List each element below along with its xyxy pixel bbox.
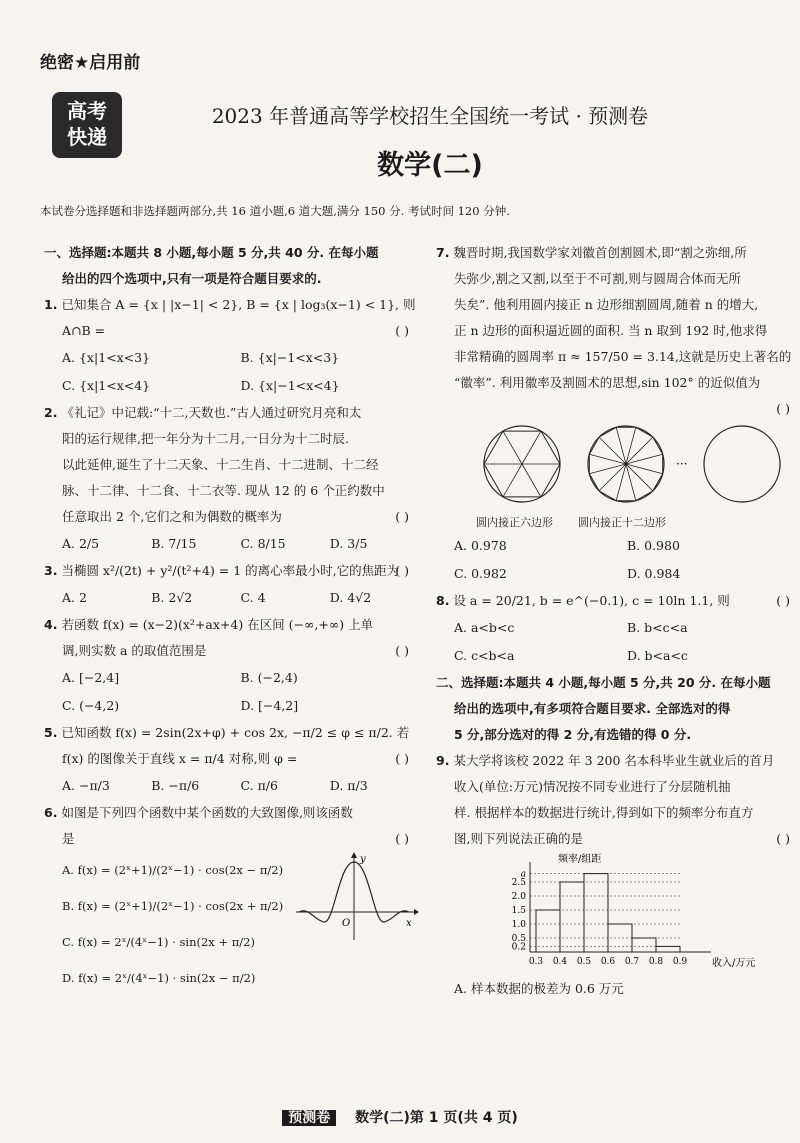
answer-paren: ( ) (395, 751, 409, 766)
spoke-line (626, 427, 636, 464)
question-6-body (44, 852, 419, 1002)
question-3 (44, 558, 419, 584)
question-text: 图,则下列说法正确的是 (454, 831, 583, 846)
histogram-bar (560, 882, 584, 952)
question-text: f(x) 的图像关于直线 x = π/4 对称,则 φ = (62, 751, 298, 766)
y-tick-label: 1.0 (511, 920, 526, 930)
spoke-line (626, 437, 653, 464)
x-label: x (406, 918, 412, 929)
question-9-option-a: A. 样本数据的极差为 0.6 万元 (454, 981, 624, 996)
option-b: B. b<c<a (627, 620, 688, 635)
x-tick-label: 0.8 (648, 957, 664, 967)
option-b: B. {x|−1<x<3} (240, 350, 340, 365)
question-text: A∩B = (62, 323, 106, 338)
question-7-options (436, 532, 800, 588)
exam-subject: 数学(二) (377, 150, 483, 181)
question-2-last-line (44, 504, 419, 530)
option-a: A. 0.978 (454, 538, 507, 553)
question-6-line2 (44, 826, 419, 852)
section2-heading-2: 给出的选项中,有多项符合题目要求. 全部选对的得 (454, 701, 731, 716)
question-1 (44, 292, 419, 318)
answer-paren: ( ) (395, 509, 409, 524)
question-text: 已知函数 f(x) = 2sin(2x+φ) + cos 2x, −π/2 ≤ φ ≤ π/2. 若 (61, 725, 410, 740)
option-c: C. π/6 (240, 778, 278, 793)
option-c: C. 0.982 (454, 566, 507, 581)
exam-title: 2023 年普通高等学校招生全国统一考试 · 预测卷 (211, 104, 649, 128)
x-tick-label: 0.6 (600, 957, 616, 967)
question-text: 失矣”. 他利用圆内接正 n 边形细割圆周,随着 n 的增大, (454, 297, 759, 312)
question-number: 4. (44, 617, 58, 632)
caption-hexagon: 圆内接正六边形 (476, 516, 553, 529)
question-number: 1. (44, 297, 58, 312)
option-b: B. 7/15 (151, 536, 197, 551)
option-a: A. 2/5 (62, 536, 100, 551)
origin-label: O (342, 918, 351, 929)
spoke-line (503, 431, 522, 464)
x-tick-label: 0.9 (672, 957, 688, 967)
badge-line-1: 高考 (67, 99, 107, 123)
question-7 (436, 240, 800, 266)
option-a: A. f(x) = (2ˣ+1)/(2ˣ−1) · cos(2x − π/2) (62, 863, 284, 877)
spoke-line (616, 427, 626, 464)
histogram-x-label: 收入/万元 (712, 958, 756, 969)
caption-dodecagon: 圆内接正十二边形 (578, 516, 666, 529)
question-number: 9. (436, 753, 450, 768)
question-8-options (436, 614, 800, 670)
question-text: 《礼记》中记载:“十二,天数也.”古人通过研究月亮和太 (61, 405, 362, 420)
option-c: C. (−4,2) (62, 698, 120, 713)
question-5-options (44, 772, 419, 800)
section2-heading: 二、选择题:本题共 4 小题,每小题 5 分,共 20 分. 在每小题 (436, 675, 771, 690)
function-graph (294, 852, 419, 942)
question-9-line4 (436, 826, 800, 852)
question-5 (44, 720, 419, 746)
spoke-line (589, 464, 626, 474)
badge-line-2: 快递 (67, 125, 107, 149)
option-b: B. 0.980 (627, 538, 680, 553)
spoke-line (599, 464, 626, 491)
question-text: 阳的运行规律,把一年分为十二月,一日分为十二时辰. (62, 431, 349, 446)
option-c: C. 4 (240, 590, 266, 605)
hexagon-spokes (484, 431, 560, 497)
option-c: C. 8/15 (240, 536, 286, 551)
question-text: 收入(单位:万元)情况按不同专业进行了分层随机抽 (454, 779, 731, 794)
dodecagon-spokes (589, 427, 662, 500)
spoke-line (599, 437, 626, 464)
x-tick-label: 0.7 (624, 957, 640, 967)
y-tick-label: 1.5 (511, 906, 526, 916)
brand-badge (52, 92, 122, 158)
histogram-bar (632, 938, 656, 952)
question-text: 某大学将该校 2022 年 3 200 名本科毕业生就业后的首月 (453, 753, 775, 768)
question-text: 样. 根据样本的数据进行统计,得到如下的频率分布直方 (454, 805, 754, 820)
question-text: 是 (62, 831, 75, 846)
question-3-options (44, 584, 419, 612)
histogram-bar (656, 946, 680, 952)
option-d: D. 3/5 (329, 536, 368, 551)
question-number: 5. (44, 725, 58, 740)
footer-tag: 预测卷 (282, 1110, 336, 1126)
option-b: B. 2√2 (151, 590, 193, 605)
option-d: D. {x|−1<x<4} (240, 378, 340, 393)
question-text: 以此延伸,诞生了十二天象、十二生肖、十二进制、十二经 (62, 457, 379, 472)
section1-heading-2: 给出的四个选项中,只有一项是符合题目要求的. (62, 271, 322, 286)
spoke-line (503, 464, 522, 497)
histogram-axes (530, 862, 711, 952)
histogram-x-ticks (529, 957, 688, 967)
option-b: B. f(x) = (2ˣ+1)/(2ˣ−1) · cos(2x + π/2) (62, 899, 284, 913)
histogram-bar (536, 910, 560, 952)
option-c: C. {x|1<x<4} (62, 378, 151, 393)
section2-heading-3: 5 分,部分选对的得 2 分,有选错的得 0 分. (454, 727, 692, 742)
option-a: A. {x|1<x<3} (62, 350, 151, 365)
y-label: y (360, 854, 366, 865)
option-d: D. 4√2 (329, 590, 372, 605)
y-tick-label: 2.0 (511, 892, 526, 902)
option-d: D. f(x) = 2ˣ/(4ˣ−1) · sin(2x − π/2) (62, 971, 256, 985)
option-d: D. b<a<c (627, 648, 688, 663)
option-b: B. (−2,4) (240, 670, 298, 685)
question-6-options (44, 852, 294, 996)
question-5-line2 (44, 746, 419, 772)
x-tick-label: 0.5 (576, 957, 592, 967)
hexagon-figure (484, 426, 560, 502)
answer-paren: ( ) (395, 831, 409, 846)
right-column (436, 240, 800, 1002)
question-number: 8. (436, 593, 450, 608)
histogram-bars (536, 874, 680, 952)
question-text: 正 n 边形的面积逼近圆的面积. 当 n 取到 192 时,他求得 (454, 323, 768, 338)
page-footer (0, 1107, 800, 1127)
question-number: 6. (44, 805, 58, 820)
question-number: 7. (436, 245, 450, 260)
spoke-line (589, 454, 626, 464)
x-axis-arrow (414, 909, 419, 915)
question-text: 设 a = 20/21, b = e^(−0.1), c = 10ln 1.1, 则 (453, 593, 730, 608)
frequency-histogram (496, 852, 776, 972)
question-2 (44, 400, 419, 426)
question-9 (436, 748, 800, 774)
question-text: 魏晋时期,我国数学家刘徽首创割圆术,即“割之弥细,所 (453, 245, 747, 260)
answer-paren: ( ) (776, 593, 790, 608)
spoke-line (626, 464, 663, 474)
question-4-line2 (44, 638, 419, 664)
spoke-line (616, 464, 626, 501)
footer-text: 数学(二)第 1 页(共 4 页) (355, 1110, 518, 1126)
question-text: 任意取出 2 个,它们之和为偶数的概率为 (62, 509, 282, 524)
spoke-line (522, 464, 541, 497)
option-a: A. −π/3 (62, 778, 110, 793)
spoke-line (626, 464, 653, 491)
option-b: B. −π/6 (151, 778, 200, 793)
option-a: A. a<b<c (454, 620, 515, 635)
question-1-line2 (44, 318, 419, 344)
question-text: 已知集合 A = {x | |x−1| < 2}, B = {x | log₃(x−1) < 1}, 则 (61, 297, 416, 312)
spoke-line (626, 464, 636, 501)
y-tick-label: 0.5 (511, 934, 526, 944)
answer-paren: ( ) (776, 831, 790, 846)
question-4-options (44, 664, 419, 720)
exam-notice: 本试卷分选择题和非选择题两部分,共 16 道小题,6 道大题,满分 150 分. 考试时间 120 分钟. (40, 204, 510, 218)
x-tick-label: 0.4 (552, 957, 568, 967)
question-text: 若函数 f(x) = (x−2)(x²+ax+4) 在区间 (−∞,+∞) 上单 (61, 617, 374, 632)
full-circle (704, 426, 780, 502)
question-text: 调,则实数 a 的取值范围是 (62, 643, 207, 658)
question-text: 非常精确的圆周率 π ≈ 157/50 = 3.14,这就是历史上著名的 (454, 349, 792, 364)
option-a: A. [−2,4] (62, 670, 120, 685)
y-tick-label: 0.2 (511, 942, 526, 953)
question-text: 如图是下列四个函数中某个函数的大致图像,则该函数 (61, 805, 353, 820)
question-number: 3. (44, 563, 58, 578)
question-8 (436, 588, 800, 614)
answer-paren: ( ) (395, 643, 409, 658)
question-number: 2. (44, 405, 58, 420)
answer-paren: ( ) (395, 563, 409, 578)
confidential-label: 绝密★启用前 (40, 53, 141, 73)
ellipsis: ··· (676, 457, 688, 471)
answer-paren: ( ) (395, 323, 409, 338)
circle-polygon-figures (436, 422, 800, 512)
histogram-bar (584, 874, 608, 952)
y-axis-arrow (351, 852, 357, 858)
option-a: A. 2 (62, 590, 87, 605)
question-text: 失弥少,割之又割,以至于不可割,则与圆周合体而无所 (454, 271, 741, 286)
answer-paren: ( ) (776, 401, 790, 416)
question-2-options (44, 530, 419, 558)
option-c: C. c<b<a (454, 648, 515, 663)
y-tick-label: 2.5 (511, 878, 526, 888)
left-column (44, 240, 419, 1002)
option-d: D. π/3 (329, 778, 368, 793)
question-text: “徽率”. 利用徽率及割圆术的思想,sin 102° 的近似值为 (454, 375, 761, 390)
option-d: D. [−4,2] (240, 698, 299, 713)
polygon-figures (436, 422, 800, 532)
question-4 (44, 612, 419, 638)
spoke-line (522, 431, 541, 464)
question-1-options (44, 344, 419, 400)
x-tick-label: 0.3 (528, 957, 544, 967)
y-tick-label: a (520, 869, 526, 880)
histogram-y-label: 频率/组距 (558, 854, 602, 865)
option-d: D. 0.984 (627, 566, 681, 581)
question-text: 当椭圆 x²/(2t) + y²/(t²+4) = 1 的离心率最小时,它的焦距为 (61, 563, 400, 578)
question-6 (44, 800, 419, 826)
section1-heading: 一、选择题:本题共 8 小题,每小题 5 分,共 40 分. 在每小题 (44, 245, 379, 260)
spoke-line (626, 454, 663, 464)
histogram-y-ticks (512, 870, 680, 953)
question-text: 脉、十二律、十二食、十二衣等. 现从 12 的 6 个正约数中 (62, 483, 385, 498)
dodecagon-figure (588, 426, 664, 502)
option-c: C. f(x) = 2ˣ/(4ˣ−1) · sin(2x + π/2) (62, 935, 255, 949)
